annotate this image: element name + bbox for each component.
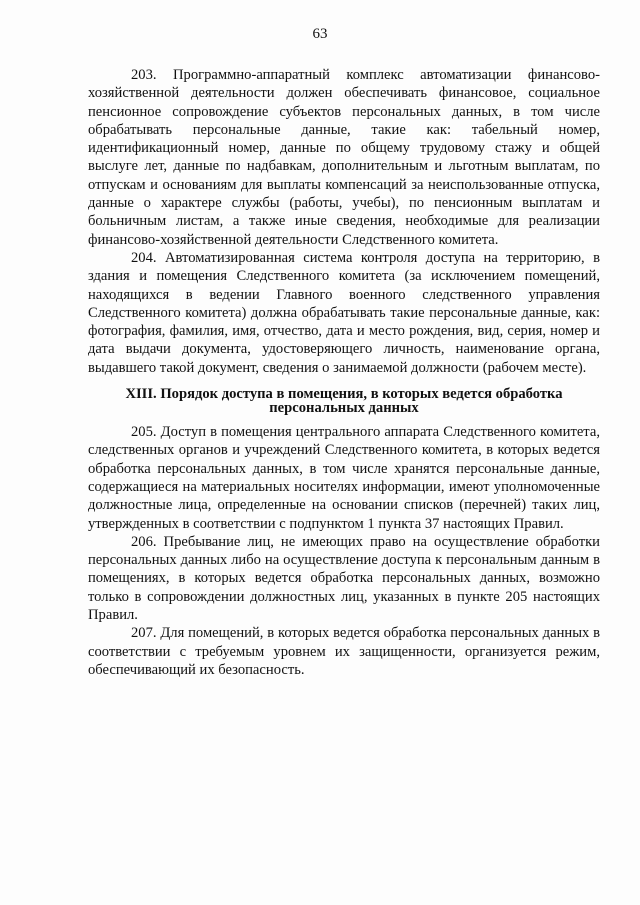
document-body [88, 66, 600, 679]
paragraph-205: 205. Доступ в помещения центрального аппарата Следственного комитета, следственных органов и учреждений Следственного комитета, в которых ведется обработка персональных данных, в том числе хранятся персональные данные, содержащиеся на материальных носителях информации, имеют уполномоченные должностные лица, определенные на основании списков (перечней) таких лиц, утвержденных в соответствии с подпунктом 1 пункта 37 настоящих Правил. [88, 424, 600, 532]
section-heading-line-1: XIII. Порядок доступа в помещения, в которых ведется обработка [125, 386, 563, 403]
paragraph-203: 203. Программно-аппаратный комплекс автоматизации финансово-хозяйственной деятельности должен обеспечивать финансовое, социальное пенсионное сопровождение субъектов персональных данных, в том числе обрабатывать персональные данные, такие как: табельный номер, идентификационный номер, данные по общему трудовому стажу и общей выслуге лет, данные по надбавкам, дополнительным и льготным выплатам, по отпускам и основаниям для выплаты компенсаций за неиспользованные отпуска, данные о характере службы (работы, учебы), по пенсионным выплатам и больничным листам, а также иные сведения, необходимые для реализации финансово-хозяйственной деятельности Следственного комитета. [88, 67, 600, 248]
paragraph-206: 206. Пребывание лиц, не имеющих право на осуществление обработки персональных данных либо на осуществление доступа к персональным данным в помещениях, в которых ведется обработка персональных данных, возможно только в сопровождении должностных лиц, указанных в пункте 205 настоящих Правил. [88, 533, 600, 624]
page-number: 63 [312, 26, 328, 42]
section-heading-line-2: персональных данных [269, 400, 419, 417]
paragraph-207: 207. Для помещений, в которых ведется обработка персональных данных в соответствии с требуемым уровнем их защищенности, организуется режим, обеспечивающий их безопасность. [88, 625, 600, 678]
section-heading [88, 387, 600, 415]
paragraph-204: 204. Автоматизированная система контроля доступа на территорию, в здания и помещения Следственного комитета (за исключением помещений, находящихся в ведении Главного военного следственного управления Следственного комитета) должна обрабатывать такие персональные данные, как: фотография, фамилия, имя, отчество, дата и место рождения, вид, серия, номер и дата выдачи документа, удостоверяющего личность, наименование органа, выдавшего такой документ, сведения о занимаемой должности (рабочем месте). [88, 249, 600, 376]
